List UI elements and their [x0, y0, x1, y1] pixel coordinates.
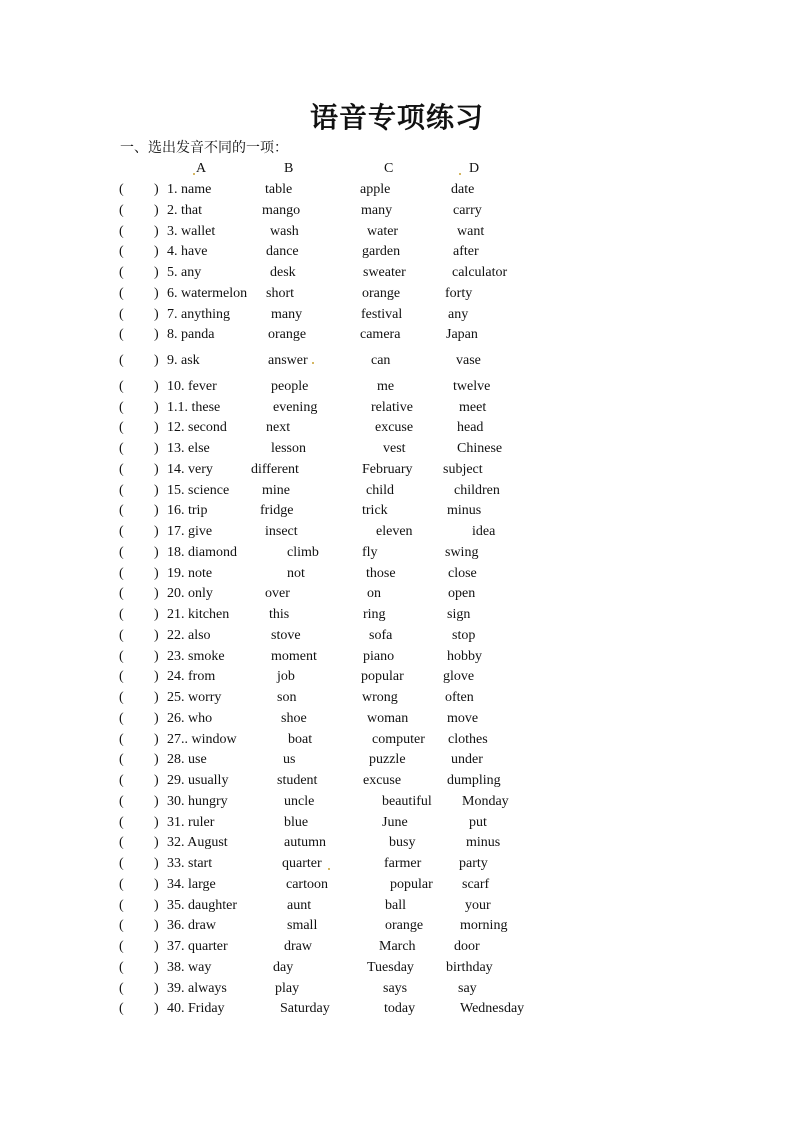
option-b: evening [273, 399, 318, 415]
option-d: Japan [446, 327, 478, 343]
option-c: busy [389, 835, 416, 851]
option-d: carry [453, 202, 482, 218]
option-a: 12. second [167, 420, 227, 436]
option-c: June [382, 814, 408, 830]
answer-paren-open: ( [119, 669, 124, 685]
answer-paren-open: ( [119, 980, 124, 996]
option-d: move [447, 710, 479, 726]
option-a: 1. name [167, 182, 212, 197]
answer-paren-open: ( [119, 565, 124, 581]
answer-paren-close: ) [154, 690, 159, 705]
option-b: boat [288, 731, 313, 747]
option-b: student [277, 773, 318, 788]
answer-paren-close: ) [154, 265, 159, 280]
option-b: Saturday [280, 1001, 330, 1017]
option-a: 4. have [167, 244, 208, 260]
option-c: festival [361, 306, 403, 322]
option-d: vase [456, 353, 481, 368]
option-d: calculator [452, 265, 508, 280]
answer-paren-open: ( [119, 648, 124, 664]
option-b: autumn [284, 835, 326, 851]
option-d: children [454, 482, 500, 498]
answer-paren-open: ( [119, 378, 124, 394]
option-b: moment [271, 648, 317, 664]
answer-paren-open: ( [119, 223, 124, 239]
answer-paren-close: ) [154, 835, 159, 851]
answer-paren-open: ( [119, 524, 124, 539]
answer-paren-open: ( [119, 482, 124, 498]
page-title: 语音专项练习 [309, 101, 484, 134]
answer-paren-close: ) [154, 461, 159, 477]
option-b: climb [287, 544, 319, 560]
option-a: 30. hungry [167, 793, 228, 809]
option-d: subject [443, 461, 483, 477]
answer-paren-close: ) [154, 586, 159, 602]
option-c: garden [362, 244, 401, 260]
option-a: 23. smoke [167, 648, 225, 664]
answer-paren-close: ) [154, 202, 159, 218]
option-b: play [275, 980, 300, 996]
option-c: sofa [369, 627, 393, 643]
option-c: child [366, 482, 394, 498]
decorative-dot [459, 173, 461, 175]
option-a: 16. trip [167, 503, 208, 519]
option-d: glove [443, 669, 475, 685]
option-c: many [361, 202, 393, 218]
option-c: piano [363, 648, 395, 664]
option-c: Tuesday [367, 959, 414, 975]
answer-paren-close: ) [154, 814, 159, 830]
answer-paren-open: ( [119, 856, 124, 871]
option-b: draw [284, 939, 312, 954]
decorative-dot [193, 173, 195, 175]
question-row [0, 896, 794, 917]
answer-paren-open: ( [119, 752, 124, 768]
option-a: 5. any [167, 265, 202, 280]
answer-paren-open: ( [119, 814, 124, 830]
option-c: beautiful [382, 793, 432, 809]
option-c: those [366, 565, 396, 581]
option-d: Monday [462, 793, 509, 809]
option-d: say [458, 980, 477, 996]
option-c: excuse [375, 420, 414, 436]
option-a: 38. way [167, 959, 212, 975]
answer-paren-close: ) [154, 565, 159, 581]
option-d: after [453, 244, 479, 260]
option-a: 7. anything [167, 306, 230, 322]
option-b: day [273, 959, 294, 975]
option-b: mango [262, 202, 301, 218]
option-d: close [448, 565, 477, 581]
answer-paren-open: ( [119, 441, 124, 456]
option-d: often [445, 690, 474, 705]
option-a: 15. science [167, 482, 230, 498]
answer-paren-open: ( [119, 182, 124, 197]
question-list [0, 180, 794, 1020]
answer-paren-open: ( [119, 731, 124, 747]
column-header-a: A [196, 161, 207, 176]
option-d: minus [447, 503, 482, 519]
question-row [0, 958, 794, 979]
option-d: stop [452, 627, 476, 643]
option-d: want [457, 223, 485, 239]
question-row [0, 201, 794, 222]
option-b: not [287, 565, 305, 581]
answer-paren-open: ( [119, 265, 124, 280]
question-row [0, 875, 794, 896]
option-a: 40. Friday [167, 1001, 225, 1017]
option-c: me [377, 378, 395, 394]
answer-paren-close: ) [154, 731, 159, 747]
option-c: ring [363, 607, 386, 622]
option-c: computer [372, 731, 425, 747]
option-a: 19. note [167, 565, 213, 581]
answer-paren-close: ) [154, 1001, 159, 1017]
answer-paren-close: ) [154, 752, 159, 768]
option-b: orange [268, 327, 307, 343]
option-b: many [271, 306, 303, 322]
answer-paren-close: ) [154, 353, 159, 368]
option-a: 35. daughter [167, 897, 237, 913]
option-d: swing [445, 544, 479, 560]
answer-paren-close: ) [154, 244, 159, 260]
answer-paren-close: ) [154, 327, 159, 343]
answer-paren-close: ) [154, 524, 159, 539]
option-b: aunt [287, 897, 312, 913]
question-row [0, 501, 794, 522]
option-d: scarf [462, 876, 490, 892]
option-d: hobby [447, 648, 482, 664]
option-d: meet [459, 399, 487, 415]
option-a: 31. ruler [167, 814, 215, 830]
option-a: 13. else [167, 441, 210, 456]
option-d: party [459, 856, 488, 871]
answer-paren-open: ( [119, 1001, 124, 1017]
option-c: excuse [363, 773, 402, 788]
question-row [0, 418, 794, 439]
option-b: different [251, 461, 299, 477]
option-a: 39. always [167, 980, 227, 996]
option-b: son [277, 690, 297, 705]
option-b: mine [262, 482, 290, 498]
option-b: quarter [282, 856, 322, 871]
question-row [0, 854, 794, 875]
question-row [0, 626, 794, 647]
question-row [0, 979, 794, 1000]
option-b: table [265, 182, 293, 197]
section-instruction: 一、选出发音不同的一项： [120, 140, 288, 156]
answer-paren-open: ( [119, 327, 124, 343]
option-a: 1.1. these [167, 399, 221, 415]
option-d: sign [447, 607, 471, 622]
option-a: 8. panda [167, 327, 215, 343]
option-a: 22. also [167, 627, 211, 643]
question-row [0, 937, 794, 958]
question-row [0, 605, 794, 626]
answer-paren-open: ( [119, 627, 124, 643]
answer-paren-open: ( [119, 586, 124, 602]
question-row [0, 180, 794, 201]
option-c: popular [390, 876, 433, 892]
option-c: fly [362, 544, 378, 560]
answer-paren-close: ) [154, 876, 159, 892]
answer-paren-close: ) [154, 544, 159, 560]
option-c: woman [367, 710, 409, 726]
option-d: Wednesday [460, 1001, 525, 1017]
question-row [0, 916, 794, 937]
answer-paren-close: ) [154, 378, 159, 394]
option-d: clothes [448, 731, 488, 747]
option-a: 34. large [167, 876, 216, 892]
option-c: orange [362, 285, 401, 301]
question-row [0, 439, 794, 460]
answer-paren-close: ) [154, 182, 159, 197]
option-a: 14. very [167, 461, 213, 477]
answer-paren-close: ) [154, 399, 159, 415]
option-c: farmer [384, 856, 422, 871]
answer-paren-open: ( [119, 939, 124, 954]
option-d: morning [460, 918, 508, 934]
question-row [0, 730, 794, 751]
answer-paren-open: ( [119, 244, 124, 260]
answer-paren-close: ) [154, 773, 159, 788]
option-b: desk [270, 265, 296, 280]
question-row [0, 263, 794, 284]
option-d: twelve [453, 378, 491, 394]
answer-paren-open: ( [119, 897, 124, 913]
option-b: short [266, 285, 294, 301]
answer-paren-open: ( [119, 690, 124, 705]
option-b: fridge [260, 503, 294, 519]
question-row [0, 813, 794, 834]
answer-paren-close: ) [154, 793, 159, 809]
answer-paren-open: ( [119, 876, 124, 892]
option-c: relative [371, 399, 413, 415]
option-b: over [265, 586, 290, 602]
option-c: today [384, 1001, 416, 1017]
option-d: dumpling [447, 773, 501, 788]
question-row [0, 564, 794, 585]
answer-paren-open: ( [119, 353, 124, 368]
answer-paren-close: ) [154, 306, 159, 322]
option-d: head [457, 420, 484, 436]
option-b: blue [284, 814, 309, 830]
option-b: dance [266, 244, 299, 260]
option-a: 29. usually [167, 773, 229, 788]
option-a: 33. start [167, 856, 213, 871]
answer-paren-close: ) [154, 482, 159, 498]
option-a: 27.. window [167, 731, 237, 747]
question-row [0, 750, 794, 771]
option-c: popular [361, 669, 404, 685]
question-row [0, 688, 794, 709]
question-row [0, 325, 794, 346]
option-c: ball [385, 897, 406, 913]
answer-paren-open: ( [119, 959, 124, 975]
option-d: your [465, 897, 491, 913]
answer-paren-open: ( [119, 544, 124, 560]
option-a: 17. give [167, 524, 213, 539]
option-d: date [451, 182, 475, 197]
question-row [0, 305, 794, 326]
question-row [0, 377, 794, 398]
answer-paren-open: ( [119, 306, 124, 322]
column-header-b: B [284, 161, 294, 176]
answer-paren-open: ( [119, 461, 124, 477]
option-d: idea [472, 524, 496, 539]
option-d: under [451, 752, 483, 768]
option-a: 20. only [167, 586, 213, 602]
answer-paren-open: ( [119, 503, 124, 519]
option-b: shoe [281, 710, 307, 726]
question-row [0, 543, 794, 564]
answer-paren-open: ( [119, 773, 124, 788]
option-a: 10. fever [167, 378, 217, 394]
option-b: next [266, 420, 291, 436]
option-a: 3. wallet [167, 223, 216, 239]
question-row [0, 398, 794, 419]
answer-paren-close: ) [154, 856, 159, 871]
option-d: forty [445, 285, 473, 301]
column-header-c: C [384, 161, 394, 176]
option-a: 21. kitchen [167, 607, 230, 622]
answer-paren-open: ( [119, 835, 124, 851]
option-d: any [448, 306, 469, 322]
option-d: put [469, 814, 487, 830]
option-a: 2. that [167, 202, 202, 218]
column-header-d: D [469, 161, 480, 176]
question-row [0, 771, 794, 792]
answer-paren-close: ) [154, 285, 159, 301]
answer-paren-open: ( [119, 918, 124, 934]
question-row [0, 242, 794, 263]
option-b: job [277, 669, 295, 685]
answer-paren-close: ) [154, 939, 159, 954]
answer-paren-close: ) [154, 897, 159, 913]
question-row [0, 222, 794, 243]
option-c: on [367, 586, 381, 602]
answer-paren-close: ) [154, 959, 159, 975]
answer-paren-open: ( [119, 607, 124, 622]
answer-paren-close: ) [154, 669, 159, 685]
answer-paren-close: ) [154, 420, 159, 436]
option-a: 9. ask [167, 353, 200, 368]
option-a: 24. from [167, 669, 216, 685]
question-row [0, 667, 794, 688]
option-a: 36. draw [167, 918, 216, 934]
option-c: February [362, 461, 413, 477]
option-a: 25. worry [167, 690, 222, 705]
option-b: cartoon [286, 876, 328, 892]
answer-paren-open: ( [119, 420, 124, 436]
question-row [0, 584, 794, 605]
option-a: 32. August [167, 835, 228, 851]
answer-paren-close: ) [154, 607, 159, 622]
option-c: puzzle [369, 752, 406, 768]
option-d: open [448, 586, 476, 602]
option-b: uncle [284, 793, 315, 809]
answer-paren-close: ) [154, 503, 159, 519]
option-a: 28. use [167, 752, 207, 768]
question-row [0, 481, 794, 502]
question-row [0, 284, 794, 305]
option-a: 6. watermelon [167, 285, 248, 301]
option-a: 18. diamond [167, 544, 237, 560]
question-row [0, 999, 794, 1020]
question-row [0, 833, 794, 854]
option-c: trick [362, 503, 388, 519]
option-b: lesson [271, 441, 306, 456]
option-c: wrong [362, 690, 398, 705]
option-c: March [379, 939, 416, 954]
question-row [0, 351, 794, 372]
option-c: vest [383, 441, 406, 456]
option-c: orange [385, 918, 424, 934]
option-b: this [269, 607, 290, 622]
answer-paren-open: ( [119, 202, 124, 218]
option-a: 26. who [167, 710, 213, 726]
answer-paren-close: ) [154, 627, 159, 643]
option-c: can [371, 353, 391, 368]
question-row [0, 709, 794, 730]
answer-paren-close: ) [154, 710, 159, 726]
answer-paren-close: ) [154, 918, 159, 934]
answer-paren-close: ) [154, 980, 159, 996]
answer-paren-open: ( [119, 710, 124, 726]
option-b: people [271, 378, 309, 394]
option-b: answer [268, 353, 308, 368]
answer-paren-close: ) [154, 223, 159, 239]
option-d: Chinese [457, 441, 503, 456]
question-row [0, 647, 794, 668]
answer-paren-close: ) [154, 441, 159, 456]
option-a: 37. quarter [167, 939, 228, 954]
option-c: sweater [363, 265, 406, 280]
option-d: minus [466, 835, 501, 851]
option-b: stove [271, 627, 301, 643]
option-d: birthday [446, 959, 493, 975]
option-b: us [283, 752, 296, 768]
option-c: says [383, 980, 408, 996]
question-row [0, 460, 794, 481]
answer-paren-open: ( [119, 399, 124, 415]
question-row [0, 792, 794, 813]
question-row [0, 522, 794, 543]
option-b: wash [270, 223, 299, 239]
answer-paren-open: ( [119, 793, 124, 809]
answer-paren-open: ( [119, 285, 124, 301]
option-b: insect [265, 524, 298, 539]
option-c: eleven [376, 524, 413, 539]
option-c: water [367, 223, 399, 239]
option-c: camera [360, 327, 401, 343]
option-b: small [287, 918, 318, 934]
answer-paren-close: ) [154, 648, 159, 664]
option-d: door [454, 939, 480, 954]
option-c: apple [360, 182, 391, 197]
